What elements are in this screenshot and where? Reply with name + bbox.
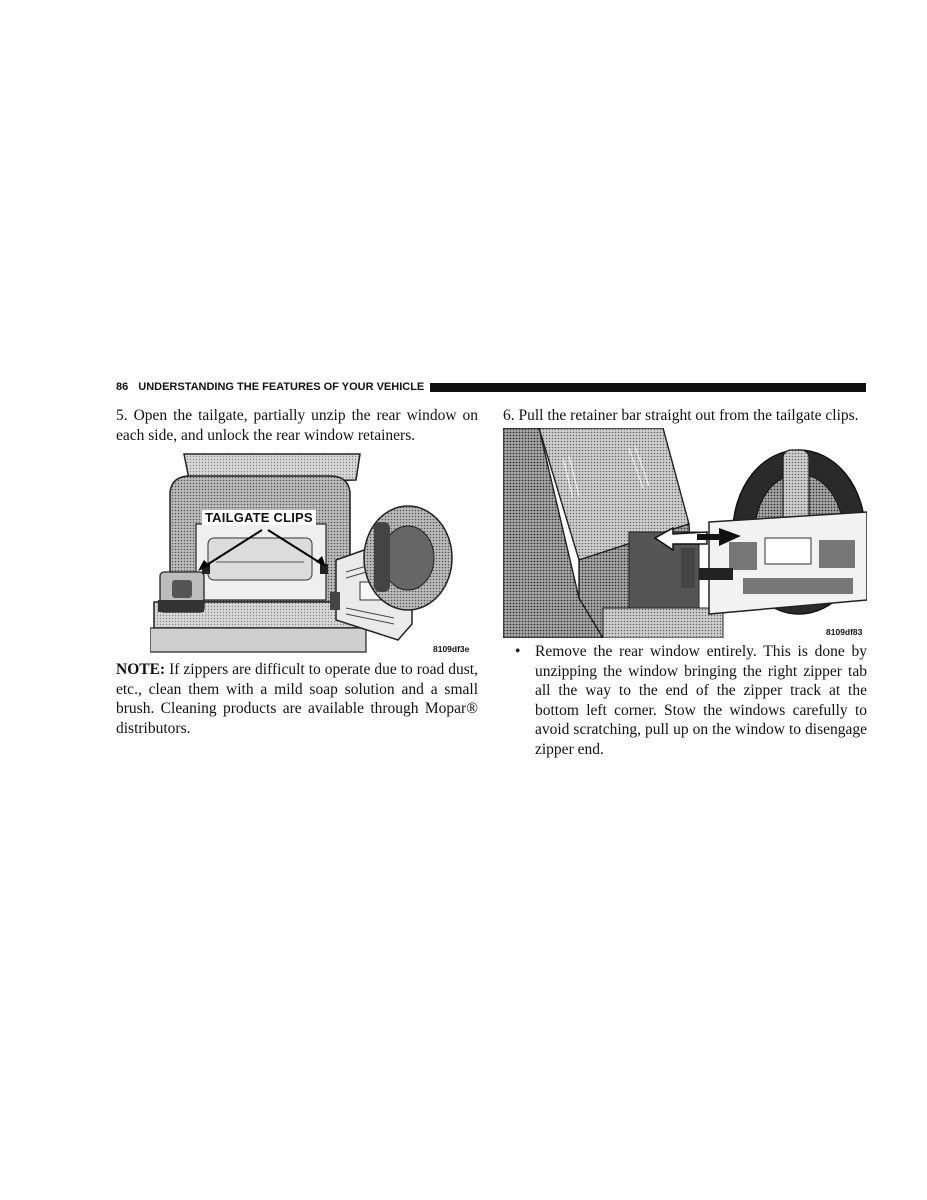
tailgate-clips-label: TAILGATE CLIPS: [202, 510, 316, 525]
tailgate-clips-illustration: [150, 452, 476, 656]
retainer-bar-figure: [503, 428, 867, 638]
bullet-symbol: •: [515, 643, 521, 660]
note-label: NOTE:: [116, 661, 166, 678]
header-rule: [430, 383, 866, 392]
step-6-text: 6. Pull the retainer bar straight out from the tailgate clips.: [503, 407, 859, 424]
tailgate-clips-figure: [150, 452, 476, 656]
page-header: [116, 379, 866, 395]
note-text: If zippers are difficult to operate due to road dust, etc., clean them with a mild soap solution and a small brush. Cleaning products are available through Mopar® distributors.: [116, 661, 478, 737]
note-paragraph: [116, 660, 478, 738]
bullet-list: [503, 642, 867, 759]
list-item: [503, 642, 867, 759]
step-5-paragraph: [116, 406, 478, 445]
bullet-text: Remove the rear window entirely. This is done by unzipping the window bringing the right zipper tab all the way to the end of the zipper track at the bottom left corner. Stow the windows carefully to avoid scratching, pull up on the window to disengage zipper end.: [535, 643, 867, 758]
figure-1-id: 8109df3e: [433, 644, 470, 654]
step-5-text: 5. Open the tailgate, partially unzip the rear window on each side, and unlock the rear window retainers.: [116, 407, 478, 444]
figure-2-id: 8109df83: [826, 627, 863, 637]
section-title: UNDERSTANDING THE FEATURES OF YOUR VEHICLE: [138, 381, 425, 393]
retainer-bar-illustration: [503, 428, 867, 638]
step-6-paragraph: [503, 406, 867, 426]
page-number: 86: [116, 381, 129, 393]
